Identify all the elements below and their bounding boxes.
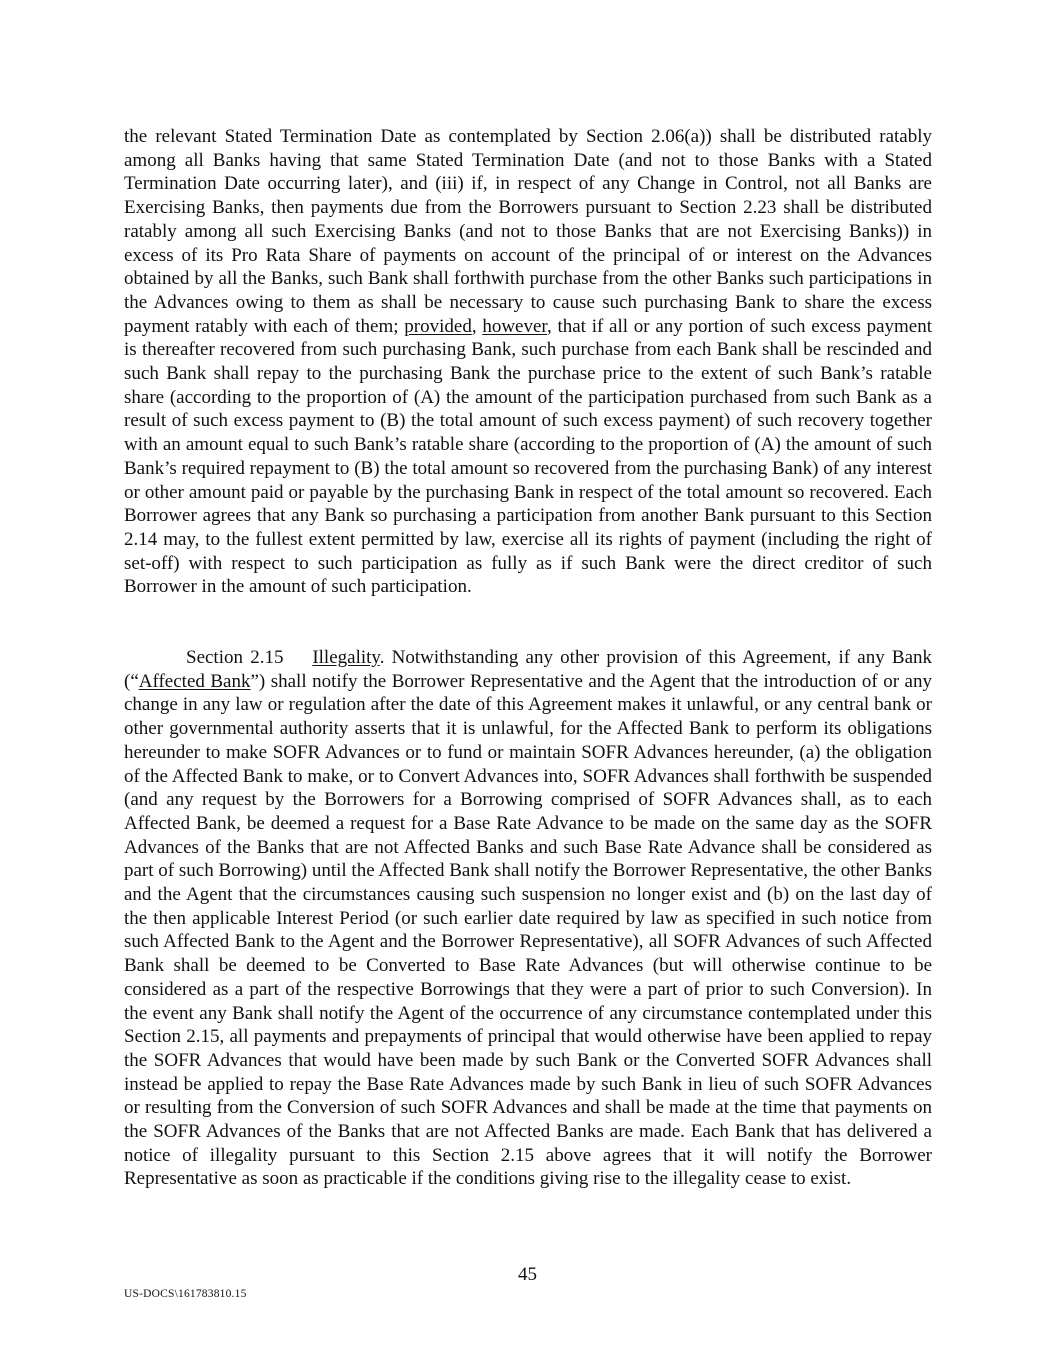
paragraph-section-2-15	[124, 646, 932, 1191]
section-heading: Illegality	[312, 647, 380, 668]
comma-separator: ,	[471, 315, 483, 337]
document-id: US-DOCS\161783810.15	[124, 1288, 247, 1300]
paragraph-text: , that if all or any portion of such excess payment is thereafter recovered from such purchasing Bank, such purchase from each Bank shall be rescinded and such Bank shall repay to the purchasing Bank the purchase price to the extent of such Bank’s ratable share (according to the proportion of (A) the amount of the participation purchased from such Bank as a result of such excess payment to (B) the total amount of such excess payment) of such recovery together with an amount equal to such Bank’s ratable share (according to the proportion of (A) the amount of such Bank’s required repayment to (B) the total amount so recovered from the purchasing Bank) of any interest or other amount paid or payable by the purchasing Bank in respect of the total amount so recovered. Each Borrower agrees that any Bank so purchasing a participation from another Bank pursuant to this Section 2.14 may, to the fullest extent permitted by law, exercise all its rights of payment (including the right of set-off) with respect to such participation as fully as if such Bank were the direct creditor of such Borrower in the amount of such participation.	[124, 315, 933, 598]
paragraph-text: . Notwithstanding any other provision of this Agreement, if any Bank (“	[124, 647, 933, 692]
section-number: Section 2.15	[186, 647, 284, 668]
paragraph-text: the relevant Stated Termination Date as contemplated by Section 2.06(a)) shall be distributed ratably among all Banks having that same Stated Termination Date (and not to those Banks with a Stated Termination Date occurring later), and (iii) if, in respect of any Change in Control, not all Banks are Exercising Banks, then payments due from the Borrowers pursuant to Section 2.23 shall be distributed ratably among all such Exercising Banks (and not to those Banks that are not Exercising Banks)) in excess of its Pro Rata Share of payments on account of the principal of or interest on the Advances obtained by all the Banks, such Bank shall forthwith purchase from the other Banks such participations in the Advances owing to them as shall be necessary to cause such purchasing Bank to share the excess payment ratably with each of them;	[124, 126, 932, 337]
provided-term: provided	[404, 315, 472, 337]
paragraph-text: ”) shall notify the Borrower Representative and the Agent that the introduction of or any change in any law or regulation after the date of this Agreement makes it unlawful, or any central bank or other governmental authority asserts that it is unlawful, for the Affected Bank to perform its obligations hereunder to make SOFR Advances or to fund or maintain SOFR Advances hereunder, (a) the obligation of the Affected Bank to make, or to Convert Advances into, SOFR Advances shall forthwith be suspended (and any request by the Borrowers for a Borrowing comprised of SOFR Advances shall, as to each Affected Bank, be deemed a request for a Base Rate Advance to be made on the same day as the SOFR Advances of the Banks that are not Affected Banks and such Base Rate Advance shall be considered as part of such Borrowing) until the Affected Bank shall notify the Borrower Representative, the other Banks and the Agent that the circumstances causing such suspension no longer exist and (b) on the last day of the then applicable Interest Period (or such earlier date required by law as specified in such notice from such Affected Bank to the Agent and the Borrower Representative), all SOFR Advances of such Affected Bank shall be deemed to be Converted to Base Rate Advances (but will otherwise continue to be considered as a part of the respective Borrowings that they were a part of prior to such Conversion). In the event any Bank shall notify the Agent of the occurrence of any circumstance contemplated under this Section 2.15, all payments and prepayments of principal that would otherwise have been applied to repay the SOFR Advances that would have been made by such Bank or the Converted SOFR Advances shall instead be applied to repay the Base Rate Advances made by such Bank in lieu of such SOFR Advances or resulting from the Conversion of such SOFR Advances and shall be made at the time that payments on the SOFR Advances of the Banks that are not Affected Banks are made. Each Bank that has delivered a notice of illegality pursuant to this Section 2.15 above agrees that it will notify the Borrower Representative as soon as practicable if the conditions giving rise to the illegality cease to exist.	[124, 670, 933, 1190]
however-term: however	[482, 315, 547, 337]
defined-term-affected-bank: Affected Bank	[138, 670, 251, 692]
page-number: 45	[518, 1264, 537, 1285]
paragraph-section-2-14-continued	[124, 125, 932, 599]
